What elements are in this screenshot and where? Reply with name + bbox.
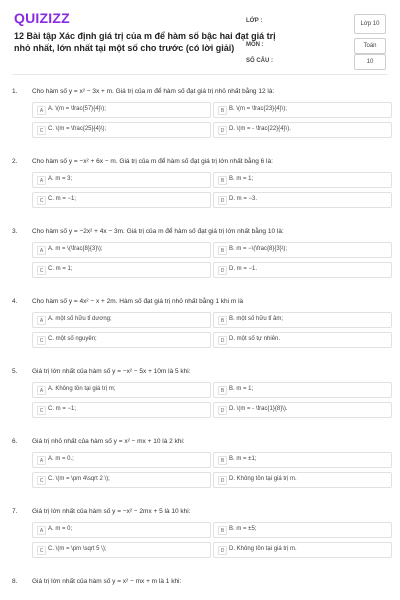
option-letter: A <box>37 456 46 465</box>
worksheet-header <box>14 10 386 65</box>
question-text: Giá trị lớn nhất của hàm số y = −x² − 2mx + 5 là 10 khi: <box>32 508 191 515</box>
option-letter: A <box>37 246 46 255</box>
option-c[interactable] <box>32 262 211 278</box>
option-letter: B <box>218 456 227 465</box>
option-text: B. m = 1; <box>229 176 254 182</box>
option-text: A. \(m = \frac{57}{4}\); <box>48 106 106 112</box>
option-letter: B <box>218 526 227 535</box>
option-letter: B <box>218 106 227 115</box>
class-value: Lớp 10 <box>354 14 386 34</box>
option-d[interactable] <box>213 262 392 278</box>
option-c[interactable] <box>32 542 211 558</box>
option-text: C. \(m = \pm 4\sqrt 2 \); <box>48 476 110 482</box>
option-text: A. Không tồn tại giá trị m; <box>48 386 116 392</box>
option-text: D. m = −3. <box>229 196 258 202</box>
option-letter: C <box>37 406 46 415</box>
option-text: D. m = −1. <box>229 266 258 272</box>
question-number: 8. <box>12 578 18 585</box>
option-letter: C <box>37 336 46 345</box>
option-d[interactable] <box>213 192 392 208</box>
option-a[interactable] <box>32 172 211 188</box>
option-c[interactable] <box>32 472 211 488</box>
option-d[interactable] <box>213 332 392 348</box>
option-text: B. một số hữu tỉ âm; <box>229 316 284 322</box>
option-text: A. m = 3; <box>48 176 73 182</box>
option-letter: D <box>218 336 227 345</box>
option-letter: C <box>37 266 46 275</box>
worksheet-title: 12 Bài tập Xác định giá trị của m để hàm số bậc hai đạt giá trị nhỏ nhất, lớn nhất tại một số cho trước (có lời giải) <box>14 31 276 53</box>
question-text: Cho hàm số y = −x² + 6x − m. Giá trị của m để hàm số đạt giá trị lớn nhất bằng 6 là: <box>32 158 273 165</box>
option-b[interactable] <box>213 522 392 538</box>
option-text: B. m = −\(\frac{8}{3}\); <box>229 246 288 252</box>
option-b[interactable] <box>213 452 392 468</box>
option-letter: D <box>218 476 227 485</box>
option-d[interactable] <box>213 402 392 418</box>
question-number: 7. <box>12 508 18 515</box>
option-letter: D <box>218 196 227 205</box>
option-b[interactable] <box>213 312 392 328</box>
option-d[interactable] <box>213 122 392 138</box>
subject-value: Toán <box>354 38 386 54</box>
option-text: C. \(m = \pm \sqrt 5 \); <box>48 546 107 552</box>
option-text: D. Không tồn tại giá trị m. <box>229 546 297 552</box>
option-letter: B <box>218 386 227 395</box>
option-text: B. m = ±5; <box>229 526 257 532</box>
option-text: A. m = 0; <box>48 526 73 532</box>
question-text: Giá trị lớn nhất của hàm số y = x² − mx + m là 1 khi: <box>32 578 182 585</box>
option-a[interactable] <box>32 312 211 328</box>
subject-row <box>246 38 386 54</box>
question-number: 2. <box>12 158 18 165</box>
option-text: A. một số hữu tỉ dương; <box>48 316 112 322</box>
option-text: C. m = −1; <box>48 406 77 412</box>
class-row <box>246 14 386 30</box>
option-letter: A <box>37 316 46 325</box>
option-letter: D <box>218 546 227 555</box>
option-letter: A <box>37 386 46 395</box>
option-a[interactable] <box>32 452 211 468</box>
option-a[interactable] <box>32 382 211 398</box>
option-b[interactable] <box>213 382 392 398</box>
option-d[interactable] <box>213 542 392 558</box>
question-text: Giá trị lớn nhất của hàm số y = −x² − 5x + 10m là 5 khi: <box>32 368 191 375</box>
option-letter: C <box>37 126 46 135</box>
class-label: LỚP : <box>246 18 263 24</box>
option-a[interactable] <box>32 242 211 258</box>
count-value: 10 <box>354 54 386 70</box>
question-text: Giá trị nhỏ nhất của hàm số y = x² − mx + 10 là 2 khi: <box>32 438 185 445</box>
option-letter: D <box>218 406 227 415</box>
question-number: 1. <box>12 88 18 95</box>
option-letter: A <box>37 176 46 185</box>
count-row <box>246 54 386 70</box>
question-number: 5. <box>12 368 18 375</box>
option-text: D. một số tự nhiên. <box>229 336 281 342</box>
brand-logo: QUIZIZZ <box>14 10 70 26</box>
option-a[interactable] <box>32 102 211 118</box>
option-b[interactable] <box>213 242 392 258</box>
option-letter: A <box>37 106 46 115</box>
option-text: C. m = 1; <box>48 266 73 272</box>
option-c[interactable] <box>32 402 211 418</box>
option-text: D. \(m = - \frac{1}{8}\). <box>229 406 288 412</box>
option-text: D. \(m = - \frac{22}{4}\). <box>229 126 291 132</box>
subject-label: MÔN : <box>246 42 264 48</box>
option-letter: C <box>37 196 46 205</box>
option-a[interactable] <box>32 522 211 538</box>
option-c[interactable] <box>32 192 211 208</box>
count-label: SỐ CÂU : <box>246 58 273 64</box>
option-letter: D <box>218 126 227 135</box>
option-b[interactable] <box>213 102 392 118</box>
option-c[interactable] <box>32 122 211 138</box>
option-text: B. m = ±1; <box>229 456 257 462</box>
option-c[interactable] <box>32 332 211 348</box>
option-letter: B <box>218 176 227 185</box>
question-text: Cho hàm số y = −2x² + 4x − 3m. Giá trị của m để hàm số đạt giá trị lớn nhất bằng 10 là: <box>32 228 284 235</box>
option-text: C. m = −1; <box>48 196 77 202</box>
question-text: Cho hàm số y = x² − 3x + m. Giá trị của m để hàm số đạt giá trị nhỏ nhất bằng 12 là: <box>32 88 275 95</box>
option-text: C. một số nguyên; <box>48 336 97 342</box>
option-letter: C <box>37 476 46 485</box>
option-letter: B <box>218 316 227 325</box>
question-number: 4. <box>12 298 18 305</box>
question-number: 3. <box>12 228 18 235</box>
header-divider <box>12 74 388 75</box>
option-d[interactable] <box>213 472 392 488</box>
option-text: A. m = 0.; <box>48 456 74 462</box>
question-number: 6. <box>12 438 18 445</box>
option-text: A. m = \(\frac{8}{3}\); <box>48 246 103 252</box>
option-text: C. \(m = \frac{25}{4}\); <box>48 126 107 132</box>
option-text: B. \(m = \frac{23}{4}\); <box>229 106 287 112</box>
option-letter: D <box>218 266 227 275</box>
option-letter: C <box>37 546 46 555</box>
question-text: Cho hàm số y = 4x² − x + 2m. Hàm số đạt giá trị nhỏ nhất bằng 1 khi m là <box>32 298 244 305</box>
option-letter: A <box>37 526 46 535</box>
option-b[interactable] <box>213 172 392 188</box>
option-letter: B <box>218 246 227 255</box>
option-text: B. m = 1; <box>229 386 254 392</box>
option-text: D. Không tồn tại giá trị m. <box>229 476 297 482</box>
